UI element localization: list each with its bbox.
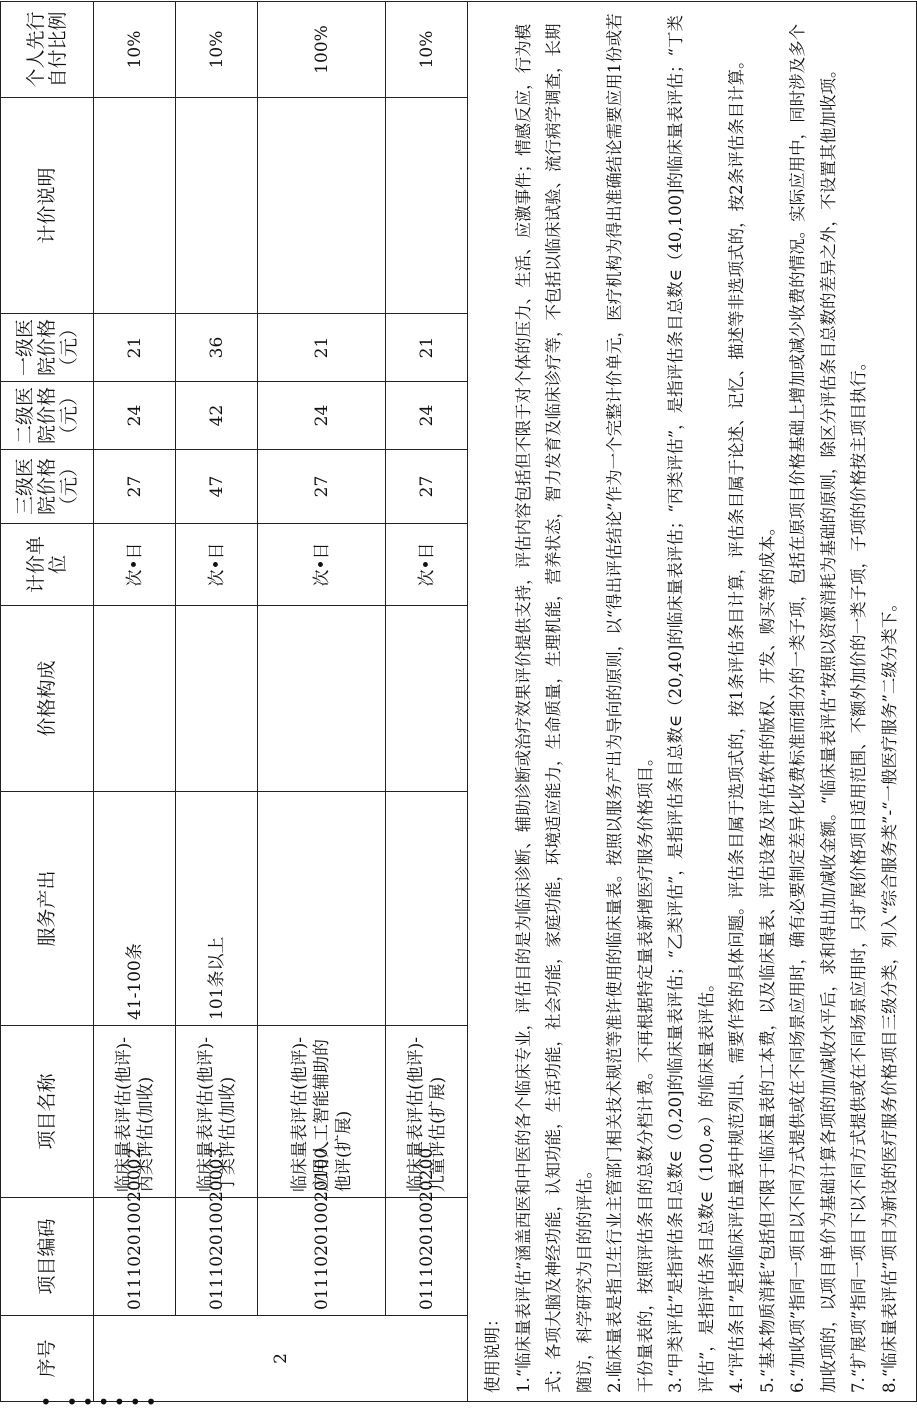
note-item: 5.“基本物质消耗”包括但不限于临床量表的工本费，以及临床量表、评估设备及评估软件的版权、开发、购买等的成本。 [757, 518, 777, 1393]
note-item: 1.“临床量表评估”涵盖西医和中医的各个临床专业，评估目的是为临床诊断、辅助诊断或治疗效果评价提供支持，评估内容包括但不限于对个体的压力、生活、应激事件；情感反应，行为模式；各项大脑及神经功能，认知功能，生活功能，社会功能，家庭功能，环境适应能力，生命质量，生理机能，营养状态，智力发育及临床诊疗等，不包括以临床试验、流行病学调查，长期随访，科学研究为目的的评估。 [513, 23, 594, 1393]
cell-price-level2: 24 [258, 382, 386, 450]
cell-self-pay: 10% [386, 2, 468, 98]
table-header-row [1, 2, 94, 1402]
table-row [94, 2, 176, 1402]
cell-code: 011102010020003 [176, 1198, 258, 1316]
note-item: 3.“甲类评估”是指评估条目总数∈（0,20]的临床量表评估；“乙类评估”，是指评估条目总数∈（20,40]的临床量表评估；“丙类评估”，是指评估条目总数∈（40,100]的临床量表评估；“丁类评估”，是指评估条目总数∈（100,∞）的临床量表评估。 [666, 15, 716, 1393]
cell-name: 临床量表评估(他评)-丙类评估(加收) [94, 1026, 176, 1198]
cell-code: 011102010020002 [94, 1198, 176, 1316]
cell-price-level3: 27 [94, 450, 176, 524]
cell-unit: 次•日 [258, 524, 386, 606]
header-code: 项目编码 [1, 1198, 94, 1316]
footer-dots: • •••••• [40, 1390, 161, 1414]
cell-output [258, 792, 386, 1026]
cell-composition [94, 606, 176, 792]
cell-self-pay: 100% [258, 2, 386, 98]
header-price-level3: 三级医院价格（元） [1, 450, 94, 524]
header-note: 计价说明 [1, 98, 94, 314]
header-name: 项目名称 [1, 1026, 94, 1198]
header-self-pay: 个人先行自付比例 [1, 2, 94, 98]
usage-notes-row [468, 2, 917, 1402]
cell-price-level3: 27 [386, 450, 468, 524]
cell-note [176, 98, 258, 314]
cell-note [94, 98, 176, 314]
table-row [258, 2, 386, 1402]
cell-price-level1: 21 [386, 314, 468, 382]
group-seq-cell: 2 [94, 1316, 468, 1402]
cell-unit: 次•日 [386, 524, 468, 606]
note-item: 4.“评估条目”是指临床评估量表中规范列出、需要作答的具体问题。评估条目属于选项式的，按1条评估条目计算，评估条目属于论述、记忆、描述等非选项式的，按2条评估条目计算。 [727, 52, 746, 1393]
header-price-level1: 一级医院价格（元） [1, 314, 94, 382]
cell-composition [176, 606, 258, 792]
header-output: 服务产出 [1, 792, 94, 1026]
cell-name: 临床量表评估(他评)-儿童评估(扩展) [386, 1026, 468, 1198]
header-composition: 价格构成 [1, 606, 94, 792]
cell-price-level3: 27 [258, 450, 386, 524]
cell-name: 临床量表评估(他评)-丁类评估(加收) [176, 1026, 258, 1198]
cell-unit: 次•日 [94, 524, 176, 606]
cell-name: 临床量表评估(他评)-应用人工智能辅助的他评(扩展) [258, 1026, 386, 1198]
cell-note [386, 98, 468, 314]
notes-title: 使用说明： [483, 1310, 502, 1393]
cell-unit: 次•日 [176, 524, 258, 606]
cell-composition [258, 606, 386, 792]
note-item: 6.“加收项”指同一项目以不同方式提供或在不同场景应用时，确有必要制定差异化收费标准而细分的一类子项，包括在原项目价格基础上增加或减少收费的情况。实际应用中，同时涉及多个加收项的，以项目单价为基础计算各项的加/减收水平后，求和得出加/减收金额。“临床量表评估”按照以资源消耗为基础的原则，除区分评估条目总数的差异之外，不设置其他加收项。 [788, 23, 838, 1393]
cell-self-pay: 10% [176, 2, 258, 98]
cell-composition [386, 606, 468, 792]
cell-output: 101条以上 [176, 792, 258, 1026]
header-seq: 序号 [1, 1316, 94, 1402]
price-table [0, 1, 917, 1402]
table-row [386, 2, 468, 1402]
note-item: 7.“扩展项”指同一项目下以不同方式提供或在不同场景应用时，只扩展价格项目适用范围、不额外加价的一类子项，子项的价格按主项目执行。 [849, 353, 868, 1393]
note-item: 2.临床量表是指卫生行业主管部门相关技术规范等准许使用的临床量表。按照以服务产出为导向的原则，以“得出评估结论”作为一个完整计价单元，医疗机构为得出准确结论需要应用1份或若干份量表的，按照评估条目的总数分档计费。不再根据特定量表新增医疗服务价格项目。 [605, 13, 655, 1393]
usage-notes [468, 2, 917, 1402]
header-price-level2: 二级医院价格（元） [1, 382, 94, 450]
cell-price-level3: 47 [176, 450, 258, 524]
cell-self-pay: 10% [94, 2, 176, 98]
cell-price-level2: 42 [176, 382, 258, 450]
cell-code: 011102010020100 [258, 1198, 386, 1316]
cell-note [258, 98, 386, 314]
cell-output [386, 792, 468, 1026]
cell-price-level1: 36 [176, 314, 258, 382]
cell-output: 41-100条 [94, 792, 176, 1026]
cell-price-level1: 21 [258, 314, 386, 382]
rotated-page [0, 2, 899, 1402]
cell-price-level2: 24 [94, 382, 176, 450]
table-row [176, 2, 258, 1402]
cell-code: 011102010020200 [386, 1198, 468, 1316]
cell-price-level2: 24 [386, 382, 468, 450]
note-item: 8.“临床量表评估”项目为新设的医疗服务价格项目三级分类，列入“综合服务类”-“一般医疗服务”二级分类下。 [879, 595, 899, 1393]
header-unit: 计价单位 [1, 524, 94, 606]
cell-price-level1: 21 [94, 314, 176, 382]
